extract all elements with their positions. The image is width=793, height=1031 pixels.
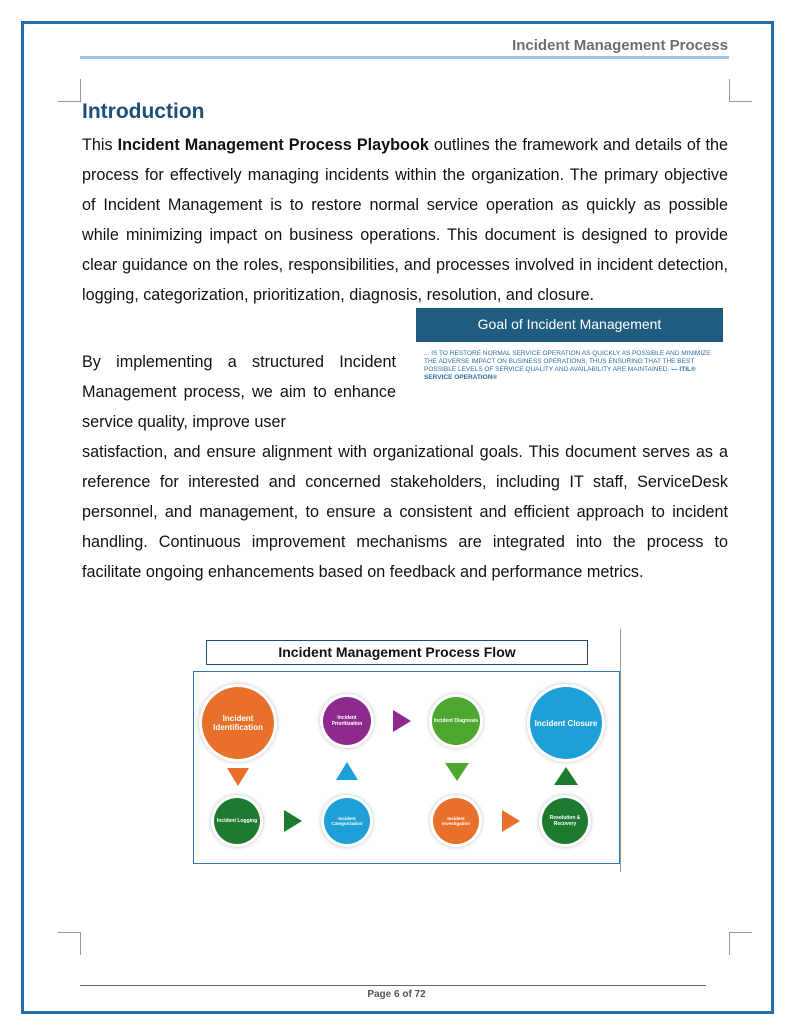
step-closure: Incident Closure [530, 687, 602, 759]
crop-mark-top-left [58, 79, 81, 102]
step-diagnosis: Incident Diagnosis [432, 697, 480, 745]
goal-title-banner: Goal of Incident Management [416, 308, 723, 342]
step-identification: Incident Identification [202, 687, 274, 759]
arrow-right-icon [284, 810, 302, 832]
arrow-up-icon [554, 767, 578, 785]
header-rule [80, 56, 729, 59]
crop-mark-bottom-left [58, 932, 81, 955]
goal-attribution: — ITIL® SERVICE OPERATION® [424, 366, 696, 381]
section-heading: Introduction [82, 100, 205, 123]
header-title: Incident Management Process [512, 37, 728, 54]
flow-title: Incident Management Process Flow [206, 640, 588, 665]
step-resolution: Resolution & Recovery [542, 798, 588, 844]
step-categorization: Incident Categorization [324, 798, 370, 844]
arrow-up-icon [336, 762, 358, 780]
figure-divider [620, 629, 621, 872]
footer-rule [80, 985, 706, 986]
arrow-right-icon [393, 710, 411, 732]
arrow-right-icon [502, 810, 520, 832]
arrow-down-icon [445, 763, 469, 781]
page-number: Page 6 of 72 [367, 989, 426, 1000]
step-investigation: Incident Investigation [433, 798, 479, 844]
intro-paragraph-1: This Incident Management Process Playbook outlines the framework and details of the process for effectively managing incidents within the organization. The primary objective of Incident Management is to restore normal service operation as quickly as possible while minimizing impact on business operations. This document is designed to provide clear guidance on the roles, responsibilities, and processes involved in incident detection, logging, categorization, prioritization, diagnosis, resolution, and closure. [82, 136, 728, 304]
arrow-down-icon [227, 768, 249, 786]
intro-paragraph-3: satisfaction, and ensure alignment with organizational goals. This document serves as a reference for interested and concerned stakeholders, including IT staff, ServiceDesk personnel, and management, to ensure a consistent and efficient approach to incident handling. Continuous improvement mechanisms are integrated into the process to facilitate ongoing enhancements based on feedback and performance metrics. [82, 443, 728, 581]
intro-paragraph-2: By implementing a structured Incident Management process, we aim to enhance service quality, improve user [82, 353, 396, 431]
playbook-name: Incident Management Process Playbook [117, 136, 429, 154]
crop-mark-top-right [729, 79, 752, 102]
step-prioritization: Incident Prioritization [323, 697, 371, 745]
step-logging: Incident Logging [214, 798, 260, 844]
crop-mark-bottom-right [729, 932, 752, 955]
goal-quote: ... IS TO RESTORE NORMAL SERVICE OPERATION AS QUICKLY AS POSSIBLE AND MINIMIZE THE ADVERSE IMPACT ON BUSINESS OPERATIONS, THUS ENSURING THAT THE BEST POSSIBLE LEVELS OF SERVICE QUALITY AND AVAILABILITY ARE MAINTAINED. — ITIL® SERVICE OPERATION® [424, 350, 711, 381]
